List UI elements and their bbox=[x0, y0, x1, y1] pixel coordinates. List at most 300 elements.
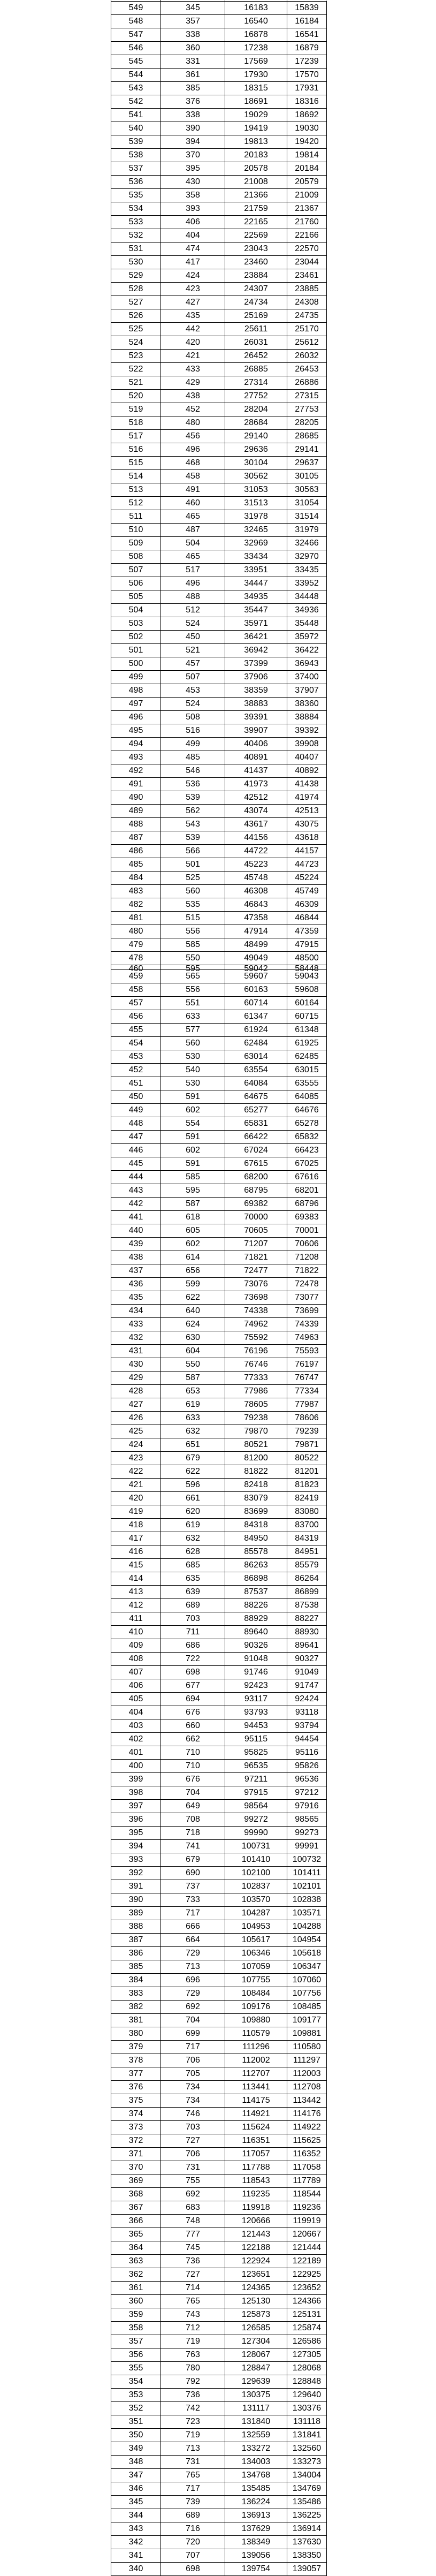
table-row bbox=[111, 1733, 327, 1746]
cell-value: 685 bbox=[186, 1560, 200, 1570]
cell-value: 345 bbox=[186, 3, 200, 12]
cell-value: 714 bbox=[186, 2283, 200, 2292]
table-row bbox=[111, 2081, 327, 2094]
cell-cum-rank-start bbox=[287, 791, 327, 805]
cell-value: 755 bbox=[186, 2176, 200, 2185]
cell-segment-count bbox=[161, 1479, 225, 1492]
cell-value: 139056 bbox=[241, 2551, 271, 2560]
cell-cum-rank-start bbox=[287, 2348, 327, 2362]
cell-value: 355 bbox=[128, 2363, 143, 2373]
cell-cum-rank-end bbox=[225, 416, 287, 430]
cell-value: 61925 bbox=[295, 1039, 319, 1048]
cell-value: 131117 bbox=[242, 2404, 270, 2413]
cell-segment-count bbox=[161, 2268, 225, 2282]
cell-value: 345 bbox=[128, 2497, 143, 2506]
cell-value: 24307 bbox=[244, 284, 268, 293]
cell-cum-rank-start bbox=[287, 1157, 327, 1171]
table-row bbox=[111, 791, 327, 805]
cell-value: 528 bbox=[128, 284, 143, 293]
cell-score bbox=[111, 738, 161, 751]
cell-value: 449 bbox=[128, 1105, 143, 1115]
table-row bbox=[111, 872, 327, 885]
cell-value: 619 bbox=[186, 1400, 200, 1409]
cell-value: 550 bbox=[186, 953, 200, 963]
cell-cum-rank-end bbox=[225, 55, 287, 69]
cell-value: 126586 bbox=[292, 2337, 322, 2346]
table-row bbox=[111, 1545, 327, 1559]
cell-cum-rank-end bbox=[225, 1278, 287, 1291]
cell-cum-rank-end bbox=[225, 243, 287, 256]
cell-value: 49049 bbox=[244, 953, 268, 963]
cell-value: 67024 bbox=[244, 1146, 268, 1155]
cell-value: 108485 bbox=[292, 2002, 322, 2011]
cell-cum-rank-end bbox=[225, 1559, 287, 1572]
cell-value: 343 bbox=[128, 2524, 143, 2533]
cell-value: 436 bbox=[128, 1279, 143, 1289]
cell-value: 117788 bbox=[242, 2163, 270, 2172]
cell-segment-count bbox=[161, 1171, 225, 1184]
cell-value: 618 bbox=[186, 1213, 200, 1222]
cell-cum-rank-end bbox=[225, 2188, 287, 2201]
cell-cum-rank-start bbox=[287, 135, 327, 149]
cell-value: 505 bbox=[128, 592, 143, 601]
cell-score bbox=[111, 2282, 161, 2295]
cell-value: 36942 bbox=[244, 646, 268, 655]
cell-value: 694 bbox=[186, 1694, 200, 1703]
cell-value: 356 bbox=[128, 2350, 143, 2359]
cell-score bbox=[111, 2228, 161, 2241]
cell-value: 474 bbox=[186, 244, 200, 253]
cell-value: 376 bbox=[128, 2082, 143, 2092]
cell-value: 679 bbox=[186, 1855, 200, 1864]
cell-cum-rank-end bbox=[225, 2215, 287, 2228]
cell-value: 35448 bbox=[295, 619, 319, 628]
cell-value: 68201 bbox=[295, 1186, 319, 1195]
table-row bbox=[111, 2201, 327, 2215]
cell-cum-rank-end bbox=[225, 1291, 287, 1305]
cell-segment-count bbox=[161, 2442, 225, 2456]
cell-value: 90326 bbox=[244, 1641, 268, 1650]
cell-cum-rank-end bbox=[225, 1251, 287, 1264]
table-row bbox=[111, 2402, 327, 2415]
cell-cum-rank-start bbox=[287, 122, 327, 135]
cell-cum-rank-start bbox=[287, 1224, 327, 1238]
cell-value: 93793 bbox=[244, 1708, 268, 1717]
cell-value: 338 bbox=[186, 30, 200, 39]
cell-value: 81823 bbox=[295, 1480, 319, 1489]
cell-value: 566 bbox=[186, 846, 200, 855]
table-row bbox=[111, 1813, 327, 1827]
cell-segment-count bbox=[161, 1893, 225, 1907]
cell-value: 518 bbox=[128, 418, 143, 427]
cell-cum-rank-start bbox=[287, 1746, 327, 1760]
cell-value: 91048 bbox=[244, 1654, 268, 1663]
table-row bbox=[111, 1974, 327, 1987]
cell-value: 633 bbox=[186, 1413, 200, 1422]
cell-score bbox=[111, 430, 161, 443]
cell-value: 131118 bbox=[293, 2417, 320, 2426]
cell-value: 622 bbox=[186, 1467, 200, 1476]
cell-score bbox=[111, 1559, 161, 1572]
cell-cum-rank-start bbox=[287, 657, 327, 671]
cell-value: 24735 bbox=[295, 311, 319, 320]
cell-score bbox=[111, 818, 161, 831]
cell-score bbox=[111, 2161, 161, 2175]
cell-score bbox=[111, 109, 161, 122]
cell-score bbox=[111, 577, 161, 590]
cell-value: 377 bbox=[128, 2069, 143, 2078]
cell-score bbox=[111, 550, 161, 564]
table-row bbox=[111, 1572, 327, 1586]
cell-value: 498 bbox=[128, 686, 143, 695]
cell-cum-rank-start bbox=[287, 283, 327, 296]
cell-segment-count bbox=[161, 1064, 225, 1077]
cell-cum-rank-end bbox=[225, 2402, 287, 2415]
cell-value: 122188 bbox=[241, 2243, 271, 2252]
cell-value: 539 bbox=[186, 793, 200, 802]
cell-cum-rank-end bbox=[225, 1318, 287, 1331]
cell-score bbox=[111, 2175, 161, 2188]
cell-segment-count bbox=[161, 1278, 225, 1291]
cell-value: 27315 bbox=[295, 391, 319, 400]
cell-value: 121443 bbox=[241, 2230, 271, 2239]
cell-segment-count bbox=[161, 109, 225, 122]
cell-value: 63015 bbox=[295, 1065, 319, 1074]
table-row bbox=[111, 831, 327, 845]
cell-value: 114175 bbox=[242, 2096, 270, 2105]
cell-segment-count bbox=[161, 1117, 225, 1131]
cell-score bbox=[111, 1987, 161, 2001]
cell-value: 35447 bbox=[244, 605, 268, 615]
cell-segment-count bbox=[161, 778, 225, 791]
cell-value: 508 bbox=[128, 552, 143, 561]
cell-score bbox=[111, 1291, 161, 1305]
cell-cum-rank-start bbox=[287, 2549, 327, 2563]
cell-value: 727 bbox=[186, 2136, 200, 2145]
cell-cum-rank-end bbox=[225, 256, 287, 269]
cell-cum-rank-end bbox=[225, 1679, 287, 1693]
cell-cum-rank-start bbox=[287, 2496, 327, 2509]
cell-value: 418 bbox=[128, 1520, 143, 1529]
cell-score bbox=[111, 1024, 161, 1037]
cell-segment-count bbox=[161, 952, 225, 965]
cell-cum-rank-end bbox=[225, 2067, 287, 2081]
cell-value: 397 bbox=[128, 1801, 143, 1810]
cell-value: 127304 bbox=[241, 2337, 271, 2346]
cell-cum-rank-start bbox=[287, 1706, 327, 1719]
cell-cum-rank-start bbox=[287, 2, 327, 15]
cell-cum-rank-start bbox=[287, 1305, 327, 1318]
cell-value: 739 bbox=[186, 2497, 200, 2506]
table-row bbox=[111, 738, 327, 751]
cell-value: 746 bbox=[186, 2109, 200, 2118]
cell-value: 686 bbox=[186, 1641, 200, 1650]
cell-segment-count bbox=[161, 2282, 225, 2295]
cell-value: 683 bbox=[186, 2203, 200, 2212]
cell-segment-count bbox=[161, 537, 225, 550]
cell-value: 18316 bbox=[295, 97, 319, 106]
cell-value: 338 bbox=[186, 110, 200, 119]
cell-value: 649 bbox=[186, 1801, 200, 1810]
cell-segment-count bbox=[161, 2536, 225, 2549]
cell-value: 699 bbox=[186, 2029, 200, 2038]
cell-value: 45749 bbox=[295, 887, 319, 896]
table-row bbox=[111, 1345, 327, 1358]
cell-cum-rank-start bbox=[287, 698, 327, 711]
cell-value: 37906 bbox=[244, 672, 268, 681]
cell-value: 101410 bbox=[241, 1855, 271, 1864]
cell-cum-rank-start bbox=[287, 1278, 327, 1291]
table-row bbox=[111, 216, 327, 229]
table-row bbox=[111, 604, 327, 617]
cell-score bbox=[111, 845, 161, 858]
cell-cum-rank-end bbox=[225, 2108, 287, 2121]
cell-value: 359 bbox=[128, 2310, 143, 2319]
cell-cum-rank-end bbox=[225, 1505, 287, 1519]
cell-value: 104954 bbox=[292, 1935, 322, 1944]
cell-cum-rank-end bbox=[225, 497, 287, 510]
cell-value: 125873 bbox=[241, 2310, 271, 2319]
cell-value: 105618 bbox=[292, 1949, 322, 1958]
cell-value: 434 bbox=[128, 1306, 143, 1315]
table-row bbox=[111, 2348, 327, 2362]
cell-value: 25612 bbox=[295, 338, 319, 347]
cell-cum-rank-end bbox=[225, 2094, 287, 2108]
cell-value: 522 bbox=[128, 365, 143, 374]
cell-cum-rank-start bbox=[287, 1827, 327, 1840]
cell-cum-rank-end bbox=[225, 711, 287, 724]
cell-cum-rank-start bbox=[287, 1599, 327, 1612]
cell-value: 32465 bbox=[244, 525, 268, 534]
cell-cum-rank-end bbox=[225, 443, 287, 457]
cell-value: 432 bbox=[128, 1333, 143, 1342]
cell-cum-rank-start bbox=[287, 1626, 327, 1639]
cell-value: 22569 bbox=[244, 231, 268, 240]
cell-score bbox=[111, 2509, 161, 2522]
cell-value: 677 bbox=[186, 1681, 200, 1690]
cell-cum-rank-end bbox=[225, 510, 287, 524]
cell-value: 551 bbox=[186, 998, 200, 1007]
cell-score bbox=[111, 2255, 161, 2268]
cell-score bbox=[111, 1626, 161, 1639]
cell-cum-rank-end bbox=[225, 28, 287, 42]
cell-segment-count bbox=[161, 1947, 225, 1960]
cell-score bbox=[111, 1853, 161, 1867]
cell-value: 441 bbox=[128, 1213, 143, 1222]
cell-cum-rank-start bbox=[287, 997, 327, 1010]
cell-value: 354 bbox=[128, 2377, 143, 2386]
cell-value: 614 bbox=[186, 1253, 200, 1262]
cell-value: 132560 bbox=[292, 2444, 322, 2453]
cell-value: 21009 bbox=[295, 191, 319, 200]
cell-value: 456 bbox=[186, 431, 200, 441]
cell-value: 34448 bbox=[295, 592, 319, 601]
cell-value: 79238 bbox=[244, 1413, 268, 1422]
table-row bbox=[111, 537, 327, 550]
cell-cum-rank-end bbox=[225, 925, 287, 938]
cell-value: 26452 bbox=[244, 351, 268, 360]
table-row bbox=[111, 711, 327, 724]
cell-cum-rank-end bbox=[225, 1117, 287, 1131]
cell-cum-rank-end bbox=[225, 216, 287, 229]
table-row bbox=[111, 323, 327, 336]
cell-cum-rank-start bbox=[287, 983, 327, 997]
table-row bbox=[111, 1960, 327, 1974]
cell-value: 703 bbox=[186, 1614, 200, 1623]
cell-value: 741 bbox=[186, 1842, 200, 1851]
cell-value: 360 bbox=[128, 2297, 143, 2306]
cell-segment-count bbox=[161, 1572, 225, 1586]
cell-cum-rank-end bbox=[225, 1037, 287, 1050]
cell-value: 117058 bbox=[293, 2163, 321, 2172]
cell-cum-rank-end bbox=[225, 283, 287, 296]
cell-cum-rank-end bbox=[225, 2134, 287, 2148]
cell-segment-count bbox=[161, 2188, 225, 2201]
cell-value: 128068 bbox=[292, 2363, 322, 2373]
cell-cum-rank-end bbox=[225, 537, 287, 550]
cell-value: 81822 bbox=[244, 1467, 268, 1476]
cell-cum-rank-start bbox=[287, 1144, 327, 1157]
cell-segment-count bbox=[161, 711, 225, 724]
cell-value: 81200 bbox=[244, 1453, 268, 1463]
table-row bbox=[111, 1318, 327, 1331]
cell-cum-rank-end bbox=[225, 1305, 287, 1318]
cell-cum-rank-end bbox=[225, 1412, 287, 1425]
cell-value: 45748 bbox=[244, 873, 268, 882]
table-row bbox=[111, 898, 327, 912]
table-row bbox=[111, 1586, 327, 1599]
cell-value: 452 bbox=[128, 1065, 143, 1074]
cell-cum-rank-end bbox=[225, 1934, 287, 1947]
cell-cum-rank-end bbox=[225, 390, 287, 403]
cell-cum-rank-end bbox=[225, 2268, 287, 2282]
cell-cum-rank-start bbox=[287, 2175, 327, 2188]
cell-score bbox=[111, 952, 161, 965]
table-row bbox=[111, 283, 327, 296]
table-row bbox=[111, 1947, 327, 1960]
cell-cum-rank-end bbox=[225, 698, 287, 711]
cell-score bbox=[111, 970, 161, 983]
cell-value: 400 bbox=[128, 1761, 143, 1770]
cell-segment-count bbox=[161, 751, 225, 764]
cell-score bbox=[111, 1706, 161, 1719]
cell-value: 71821 bbox=[244, 1253, 268, 1262]
cell-score bbox=[111, 149, 161, 162]
cell-value: 130375 bbox=[241, 2390, 271, 2399]
cell-segment-count bbox=[161, 845, 225, 858]
cell-value: 100732 bbox=[292, 1855, 322, 1864]
cell-value: 460 bbox=[186, 498, 200, 507]
cell-value: 711 bbox=[186, 1627, 200, 1636]
cell-segment-count bbox=[161, 2054, 225, 2067]
cell-value: 718 bbox=[186, 1828, 200, 1837]
cell-value: 331 bbox=[186, 57, 200, 66]
cell-value: 535 bbox=[186, 900, 200, 909]
cell-cum-rank-start bbox=[287, 1077, 327, 1090]
score-rank-table-body bbox=[111, 2, 327, 2576]
cell-value: 46309 bbox=[295, 900, 319, 909]
table-row bbox=[111, 1452, 327, 1465]
cell-segment-count bbox=[161, 296, 225, 309]
cell-segment-count bbox=[161, 1398, 225, 1412]
cell-value: 514 bbox=[128, 472, 143, 481]
cell-value: 717 bbox=[186, 2484, 200, 2493]
cell-value: 21759 bbox=[244, 204, 268, 213]
cell-score bbox=[111, 2201, 161, 2215]
cell-score bbox=[111, 2027, 161, 2041]
cell-cum-rank-start bbox=[287, 2161, 327, 2175]
cell-cum-rank-start bbox=[287, 2027, 327, 2041]
cell-value: 444 bbox=[128, 1172, 143, 1181]
cell-value: 502 bbox=[128, 632, 143, 641]
cell-score bbox=[111, 1372, 161, 1385]
table-row bbox=[111, 2215, 327, 2228]
cell-segment-count bbox=[161, 1492, 225, 1505]
cell-value: 38884 bbox=[295, 713, 319, 722]
cell-segment-count bbox=[161, 1037, 225, 1050]
cell-score bbox=[111, 1867, 161, 1880]
table-row bbox=[111, 805, 327, 818]
cell-cum-rank-end bbox=[225, 2161, 287, 2175]
table-row bbox=[111, 390, 327, 403]
cell-cum-rank-end bbox=[225, 2429, 287, 2442]
cell-segment-count bbox=[161, 1813, 225, 1827]
cell-value: 39907 bbox=[244, 726, 268, 735]
cell-value: 426 bbox=[128, 1413, 143, 1422]
cell-value: 628 bbox=[186, 1547, 200, 1556]
cell-score bbox=[111, 1920, 161, 1934]
cell-value: 456 bbox=[128, 1012, 143, 1021]
cell-value: 109881 bbox=[292, 2029, 322, 2038]
cell-value: 417 bbox=[128, 1534, 143, 1543]
cell-value: 46844 bbox=[295, 913, 319, 922]
cell-cum-rank-start bbox=[287, 2522, 327, 2536]
cell-value: 731 bbox=[186, 2457, 200, 2466]
cell-segment-count bbox=[161, 336, 225, 350]
table-row bbox=[111, 189, 327, 202]
cell-segment-count bbox=[161, 564, 225, 577]
cell-value: 524 bbox=[186, 699, 200, 708]
cell-cum-rank-start bbox=[287, 898, 327, 912]
cell-value: 365 bbox=[128, 2230, 143, 2239]
cell-score bbox=[111, 2014, 161, 2027]
cell-score bbox=[111, 1572, 161, 1586]
cell-value: 65277 bbox=[244, 1105, 268, 1115]
cell-score bbox=[111, 1465, 161, 1479]
cell-value: 710 bbox=[186, 1748, 200, 1757]
cell-cum-rank-start bbox=[287, 711, 327, 724]
cell-score bbox=[111, 1251, 161, 1264]
cell-value: 139057 bbox=[292, 2564, 322, 2573]
cell-value: 731 bbox=[186, 2163, 200, 2172]
cell-value: 82418 bbox=[244, 1480, 268, 1489]
cell-value: 92423 bbox=[244, 1681, 268, 1690]
cell-value: 602 bbox=[186, 1239, 200, 1248]
cell-cum-rank-end bbox=[225, 1813, 287, 1827]
cell-value: 372 bbox=[128, 2136, 143, 2145]
table-row bbox=[111, 1425, 327, 1438]
cell-value: 457 bbox=[128, 998, 143, 1007]
cell-score bbox=[111, 1586, 161, 1599]
table-row bbox=[111, 2001, 327, 2014]
cell-value: 73699 bbox=[295, 1306, 319, 1315]
cell-value: 605 bbox=[186, 1226, 200, 1235]
cell-value: 80521 bbox=[244, 1440, 268, 1449]
cell-value: 545 bbox=[128, 57, 143, 66]
cell-value: 480 bbox=[128, 927, 143, 936]
cell-cum-rank-start bbox=[287, 510, 327, 524]
cell-value: 132559 bbox=[241, 2430, 271, 2439]
